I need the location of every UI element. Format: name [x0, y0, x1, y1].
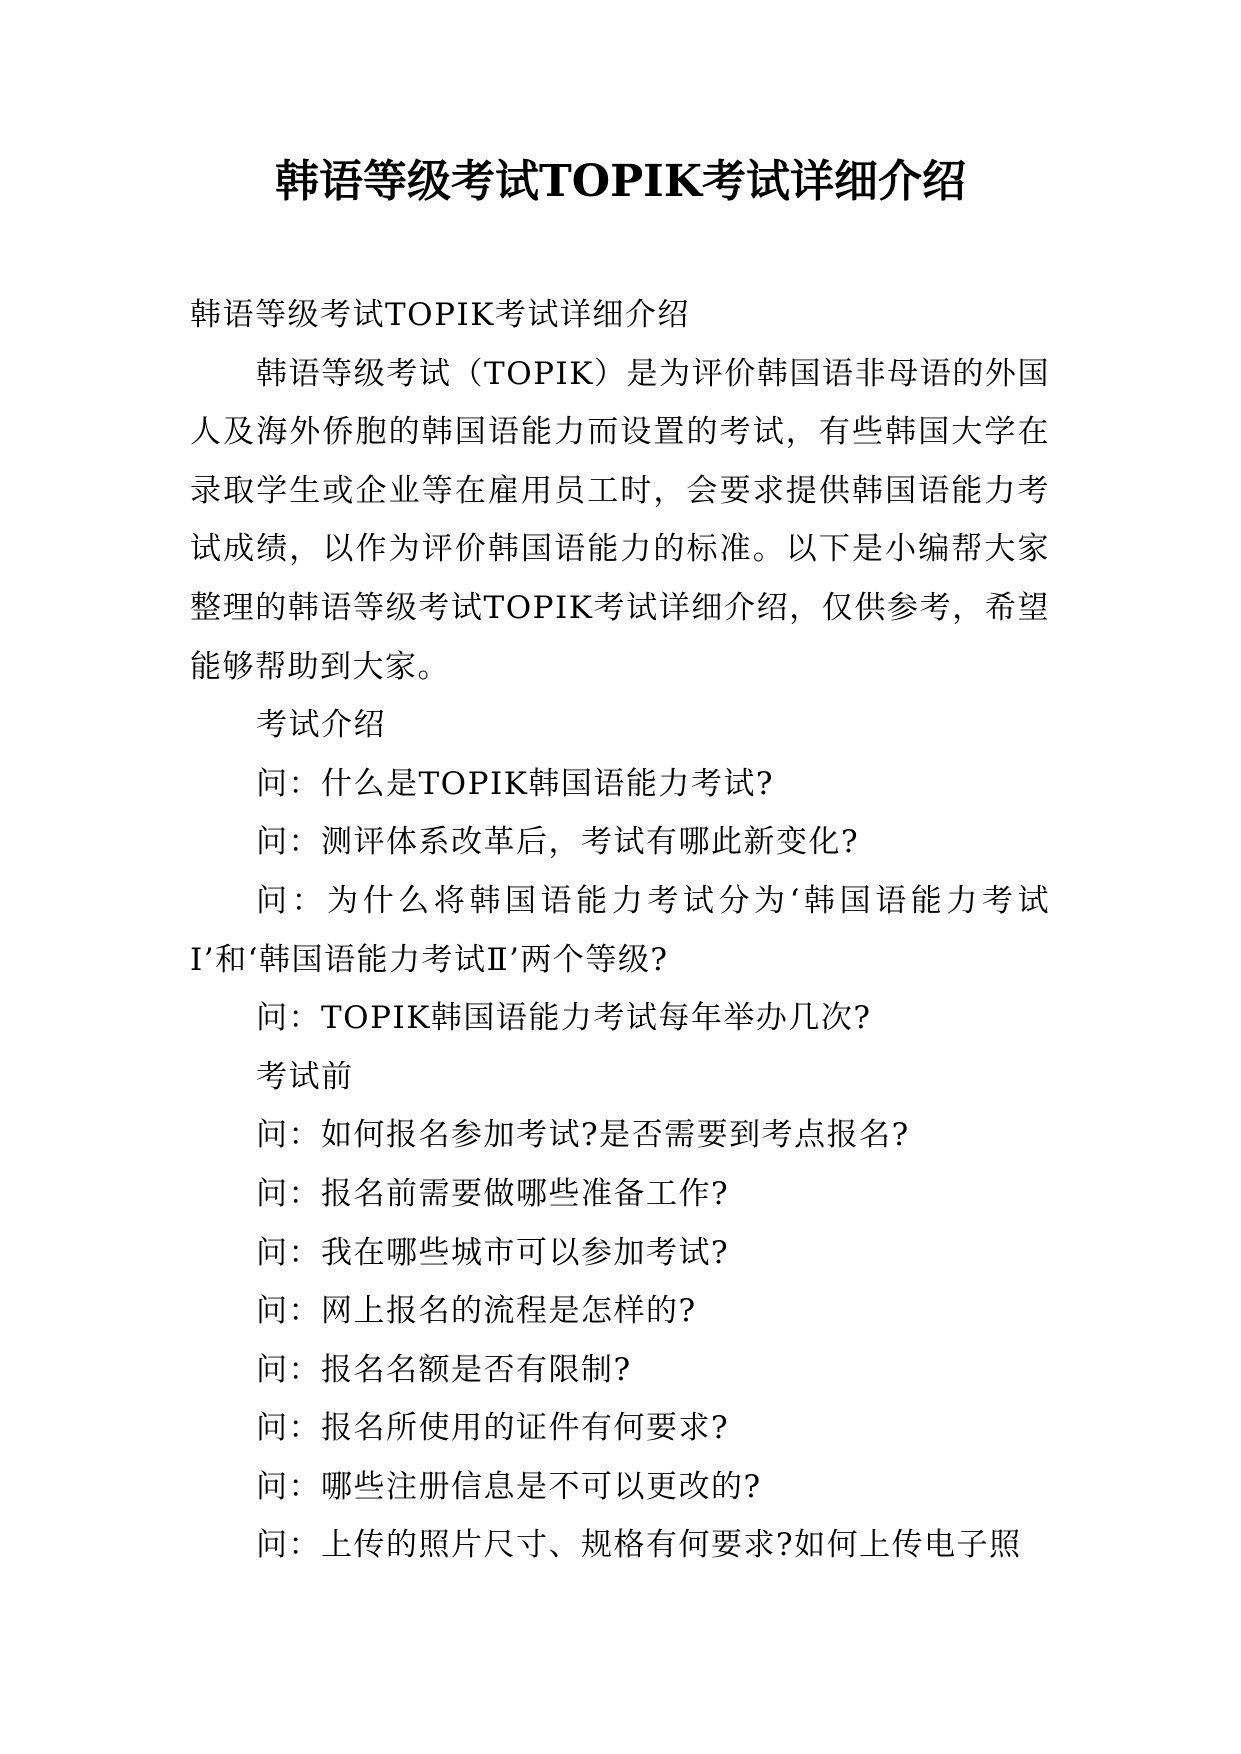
- question-item: 问：测评体系改革后，考试有哪此新变化?: [256, 824, 860, 861]
- document-title: 韩语等级考试TOPIK考试详细介绍: [275, 156, 966, 207]
- question-item: 问：什么是TOPIK韩国语能力考试?: [256, 765, 774, 802]
- question-item: 问：报名前需要做哪些准备工作?: [256, 1175, 730, 1212]
- question-item: 问：为什么将韩国语能力考试分为‘韩国语能力考试Ⅰ’和‘韩国语能力考试Ⅱ’两个等级?: [190, 882, 1050, 978]
- question-item: 问：TOPIK韩国语能力考试每年举办几次?: [256, 1000, 872, 1037]
- section-heading-exam-intro: 考试介绍: [256, 707, 386, 744]
- intro-paragraph: 韩语等级考试（TOPIK）是为评价韩国语非母语的外国人及海外侨胞的韩国语能力而设置的考试，有些韩国大学在录取学生或企业等在雇用员工时，会要求提供韩国语能力考试成绩，以作为评价韩国语能力的标准。以下是小编帮大家整理的韩语等级考试TOPIK考试详细介绍，仅供参考，希望能够帮助到大家。: [190, 355, 1050, 685]
- question-item: 问：哪些注册信息是不可以更改的?: [256, 1468, 762, 1505]
- question-item: 问：网上报名的流程是怎样的?: [256, 1293, 697, 1330]
- question-item: 问：上传的照片尺寸、规格有何要求?如何上传电子照: [256, 1527, 1022, 1564]
- question-item: 问：报名名额是否有限制?: [256, 1351, 632, 1388]
- document-body: [190, 286, 1050, 1575]
- body-heading-line: 韩语等级考试TOPIK考试详细介绍: [190, 297, 690, 333]
- question-item: 问：报名所使用的证件有何要求?: [256, 1410, 730, 1447]
- question-item: 问：我在哪些城市可以参加考试?: [256, 1234, 730, 1271]
- question-item: 问：如何报名参加考试?是否需要到考点报名?: [256, 1117, 910, 1154]
- section-heading-before-exam: 考试前: [256, 1058, 354, 1095]
